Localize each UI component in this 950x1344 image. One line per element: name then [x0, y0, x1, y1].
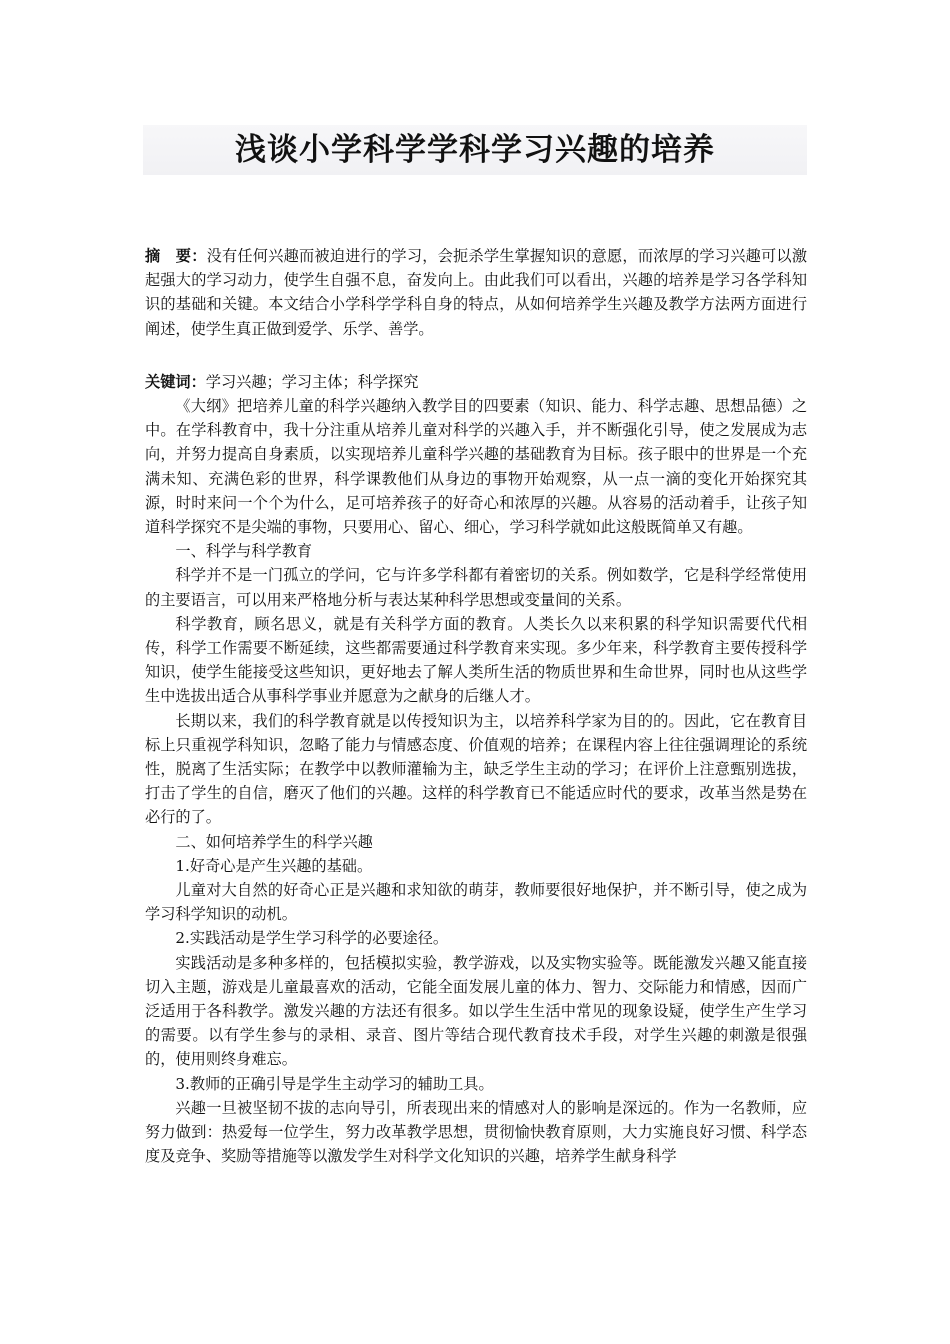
- keywords-label: 关键词：: [145, 373, 206, 391]
- paragraph: 《大纲》把培养儿童的科学兴趣纳入教学目的四要素（知识、能力、科学志趣、思想品德）之中。在学科教育中，我十分注重从培养儿童对科学的兴趣入手，并不断强化引导，使之发展成为志向，并努力提高自身素质，以实现培养儿童科学兴趣的基础教育为目标。孩子眼中的世界是一个充满未知、充满色彩的世界，科学课教他们从身边的事物开始观察，从一点一滴的变化开始探究其源，时时来问一个个为什么，足可培养孩子的好奇心和浓厚的兴趣。从容易的活动着手，让孩子知道科学探究不是尖端的事物，只要用心、留心、细心，学习科学就如此这般既简单又有趣。: [145, 397, 807, 537]
- paragraph: 科学教育，顾名思义，就是有关科学方面的教育。人类长久以来积累的科学知识需要代代相传，科学工作需要不断延续，这些都需要通过科学教育来实现。多少年来，科学教育主要传授科学知识，使学生能接受这些知识，更好地去了解人类所生活的物质世界和生命世界，同时也从这些学生中选拔出适合从事科学事业并愿意为之献身的后继人才。: [145, 614, 807, 706]
- paragraph: 实践活动是多种多样的，包括模拟实验，教学游戏，以及实物实验等。既能激发兴趣又能直接切入主题，游戏是儿童最喜欢的活动，它能全面发展儿童的体力、智力、交际能力和情感，因而广泛适用于各科教学。激发兴趣的方法还有很多。如以学生生活中常见的现象设疑，使学生产生学习的需要。以有学生参与的录相、录音、图片等结合现代教育技术手段，对学生兴趣的刺激是很强的，使用则终身难忘。: [145, 953, 807, 1069]
- abstract-label: 摘 要：: [145, 247, 207, 265]
- paragraph: 科学并不是一门孤立的学问，它与许多学科都有着密切的关系。例如数学，它是科学经常使用的主要语言，可以用来严格地分析与表达某种科学思想或变量间的关系。: [145, 566, 807, 609]
- section-heading: 二、如何培养学生的科学兴趣: [175, 832, 373, 851]
- abstract: [145, 244, 807, 341]
- section-heading: 一、科学与科学教育: [175, 542, 313, 561]
- paragraph: 兴趣一旦被坚韧不拔的志向导引，所表现出来的情感对人的影响是深远的。作为一名教师，应努力做到：热爱每一位学生，努力改革教学思想，贯彻愉快教育原则，大力实施良好习惯、科学态度及竞争、奖励等措施等以激发学生对科学文化知识的兴趣，培养学生献身科学: [145, 1098, 807, 1166]
- subsection-heading: 1.好奇心是产生兴趣的基础。: [175, 856, 373, 875]
- paragraph: 长期以来，我们的科学教育就是以传授知识为主，以培养科学家为目的的。因此，它在教育目标上只重视学科知识，忽略了能力与情感态度、价值观的培养；在课程内容上往往强调理论的系统性，脱离了生活实际；在教学中以教师灌输为主，缺乏学生主动的学习；在评价上注意甄别选拔，打击了学生的自信，磨灭了他们的兴趣。这样的科学教育已不能适应时代的要求，改革当然是势在必行的了。: [145, 711, 807, 827]
- subsection-heading: 3.教师的正确引导是学生主动学习的辅助工具。: [175, 1074, 494, 1093]
- body-content: [145, 394, 807, 1169]
- document-title: 浅谈小学科学学科学习兴趣的培养: [235, 132, 715, 168]
- paragraph: 儿童对大自然的好奇心正是兴趣和求知欲的萌芽，教师要很好地保护，并不断引导，使之成为学习科学知识的动机。: [145, 881, 807, 924]
- keywords-text: 学习兴趣；学习主体；科学探究: [205, 373, 419, 391]
- keywords: [145, 370, 807, 394]
- abstract-text: 没有任何兴趣而被迫进行的学习，会扼杀学生掌握知识的意愿，而浓厚的学习兴趣可以激起强大的学习动力，使学生自强不息，奋发向上。由此我们可以看出，兴趣的培养是学习各学科知识的基础和关键。本文结合小学科学学科自身的特点，从如何培养学生兴趣及教学方法两方面进行阐述，使学生真正做到爱学、乐学、善学。: [145, 247, 808, 338]
- subsection-heading: 2.实践活动是学生学习科学的必要途径。: [175, 929, 449, 948]
